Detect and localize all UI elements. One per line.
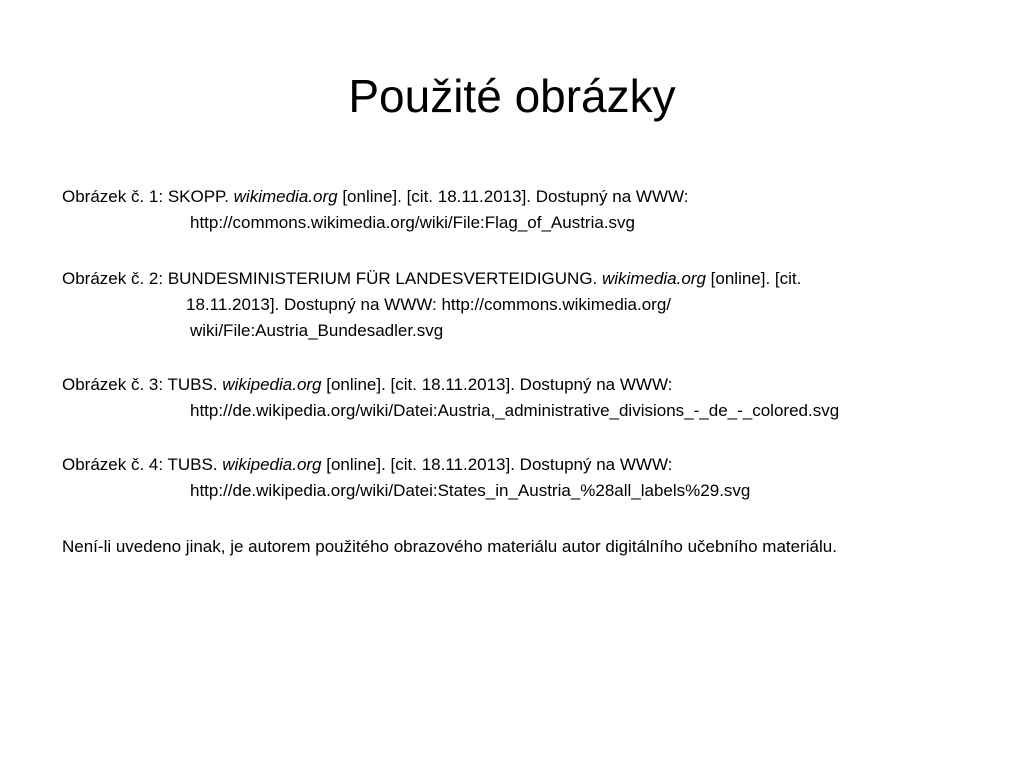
reference-item-3	[62, 372, 839, 424]
reference-3-prefix: Obrázek č. 3: TUBS.	[62, 375, 223, 394]
authorship-note: Není-li uvedeno jinak, je autorem použitého obrazového materiálu autor digitálního učebního materiálu.	[62, 537, 837, 556]
reference-1-line-1	[62, 184, 688, 210]
reference-1-prefix: Obrázek č. 1: SKOPP.	[62, 187, 234, 206]
reference-4-suffix: [online]. [cit. 18.11.2013]. Dostupný na WWW:	[321, 455, 673, 474]
reference-4-source: wikipedia.org	[222, 455, 322, 474]
reference-item-2	[62, 266, 801, 344]
reference-3-source: wikipedia.org	[222, 375, 322, 394]
reference-2-source: wikimedia.org	[602, 269, 706, 288]
reference-3-line-1	[62, 372, 839, 398]
reference-1-url: http://commons.wikimedia.org/wiki/File:Flag_of_Austria.svg	[190, 213, 635, 232]
reference-4-line-1	[62, 452, 750, 478]
slide-title: Použité obrázky	[348, 70, 676, 122]
reference-3-url: http://de.wikipedia.org/wiki/Datei:Austria,_administrative_divisions_-_de_-_colored.svg	[190, 401, 840, 420]
reference-4-url: http://de.wikipedia.org/wiki/Datei:States_in_Austria_%28all_labels%29.svg	[190, 481, 751, 500]
reference-1-source: wikimedia.org	[233, 187, 338, 206]
reference-item-1	[62, 184, 688, 236]
reference-4-prefix: Obrázek č. 4: TUBS.	[62, 455, 223, 474]
reference-2-line-1	[62, 266, 801, 292]
reference-2-prefix: Obrázek č. 2: BUNDESMINISTERIUM FÜR LANDESVERTEIDIGUNG.	[62, 269, 602, 288]
reference-1-suffix: [online]. [cit. 18.11.2013]. Dostupný na WWW:	[337, 187, 689, 206]
reference-2-line-3: wiki/File:Austria_Bundesadler.svg	[190, 321, 444, 340]
reference-3-suffix: [online]. [cit. 18.11.2013]. Dostupný na WWW:	[321, 375, 673, 394]
reference-2-suffix: [online]. [cit.	[705, 269, 802, 288]
reference-item-4	[62, 452, 750, 504]
reference-2-line-2: 18.11.2013]. Dostupný na WWW: http://commons.wikimedia.org/	[186, 295, 672, 314]
